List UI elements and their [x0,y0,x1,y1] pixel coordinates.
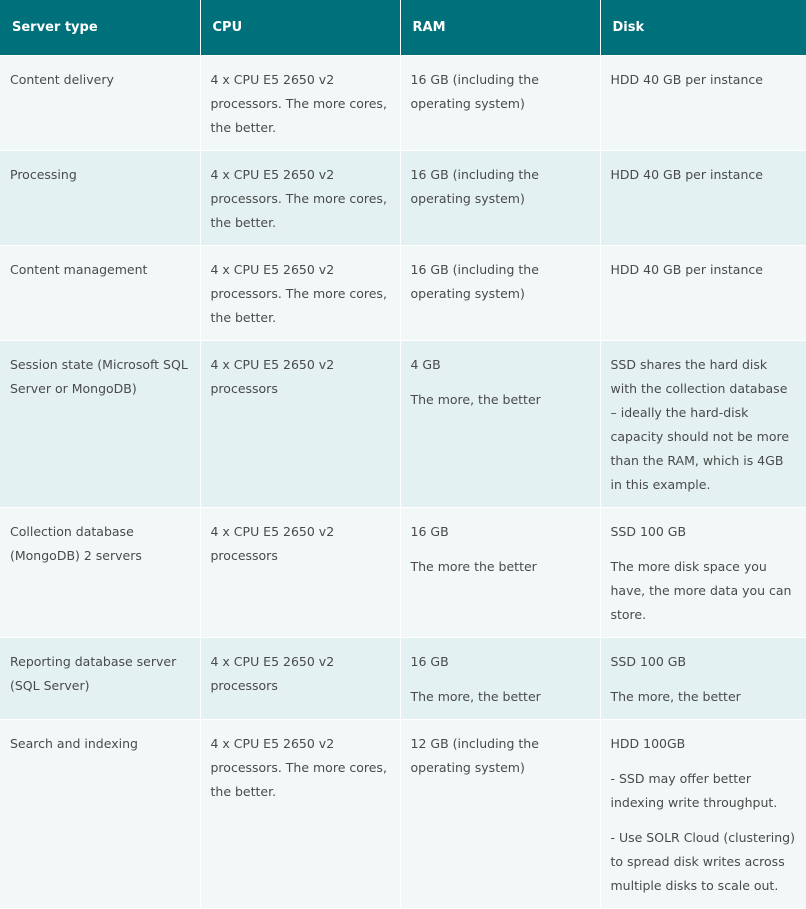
table-row [0,637,806,719]
cell-text: 4 x CPU E5 2650 v2 processors. The more cores, the better. [210,71,387,135]
cell-text: SSD 100 GB [610,523,687,539]
ram-cell [400,245,600,340]
cell-text: 16 GB (including the operating system) [410,166,539,206]
cell-note: The more disk space you have, the more data you can store. [610,558,792,622]
cell-note: - SSD may offer better indexing write throughput. [610,770,778,810]
table-row [0,55,806,150]
ram-cell [400,637,600,719]
cell-text: Content management [10,261,148,277]
cell-text: Search and indexing [10,735,138,751]
cell-text: Reporting database server (SQL Server) [10,653,177,693]
cell-text: 4 x CPU E5 2650 v2 processors [210,653,335,693]
cell-text: Content delivery [10,71,114,87]
disk-cell [600,507,806,637]
disk-cell [600,55,806,150]
ram-cell [400,340,600,507]
server-type-cell [0,507,200,637]
disk-cell [600,340,806,507]
cell-text: HDD 40 GB per instance [610,71,763,87]
ram-cell [400,150,600,245]
server-type-cell [0,150,200,245]
disk-cell [600,637,806,719]
cpu-cell [200,55,400,150]
cell-text: Collection database (MongoDB) 2 servers [10,523,142,563]
table-row [0,340,806,507]
cell-text: 16 GB (including the operating system) [410,261,539,301]
table-row [0,150,806,245]
server-type-cell [0,340,200,507]
cpu-cell [200,507,400,637]
disk-cell [600,150,806,245]
cell-text: HDD 40 GB per instance [610,166,763,182]
cell-note: The more, the better [610,688,741,704]
header-ram: RAM [400,0,600,55]
header-row [0,0,806,55]
ram-cell [400,55,600,150]
cell-text: 4 GB [410,356,441,372]
cell-text: HDD 100GB [610,735,686,751]
table-row [0,245,806,340]
table-row [0,507,806,637]
cell-text: Session state (Microsoft SQL Server or MongoDB) [10,356,188,396]
cell-note: The more the better [410,558,537,574]
table-body [0,55,806,908]
cell-text: 4 x CPU E5 2650 v2 processors. The more cores, the better. [210,261,387,325]
cell-text: 16 GB [410,653,449,669]
cell-text: 4 x CPU E5 2650 v2 processors. The more cores, the better. [210,166,387,230]
cell-text: 16 GB (including the operating system) [410,71,539,111]
ram-cell [400,507,600,637]
cpu-cell [200,637,400,719]
cell-text: 4 x CPU E5 2650 v2 processors [210,523,335,563]
header-cpu: CPU [200,0,400,55]
cell-note: The more, the better [410,391,541,407]
cell-text: Processing [10,166,77,182]
cell-text: SSD 100 GB [610,653,687,669]
cell-text: 12 GB (including the operating system) [410,735,539,775]
cell-note: The more, the better [410,688,541,704]
server-type-cell [0,637,200,719]
cpu-cell [200,340,400,507]
cell-text: SSD shares the hard disk with the collection database – ideally the hard-disk capacity should not be more than the RAM, which is 4GB in this example. [610,356,790,492]
header-disk: Disk [600,0,806,55]
header-server-type: Server type [0,0,200,55]
server-type-cell [0,55,200,150]
cell-text: 4 x CPU E5 2650 v2 processors [210,356,335,396]
cell-text: HDD 40 GB per instance [610,261,763,277]
disk-cell [600,245,806,340]
table-header [0,0,806,55]
server-type-cell [0,245,200,340]
cpu-cell [200,245,400,340]
cell-text: 16 GB [410,523,449,539]
cell-note: - Use SOLR Cloud (clustering) to spread disk writes across multiple disks to scale out. [610,829,795,893]
cpu-cell [200,150,400,245]
cell-text: 4 x CPU E5 2650 v2 processors. The more cores, the better. [210,735,387,799]
